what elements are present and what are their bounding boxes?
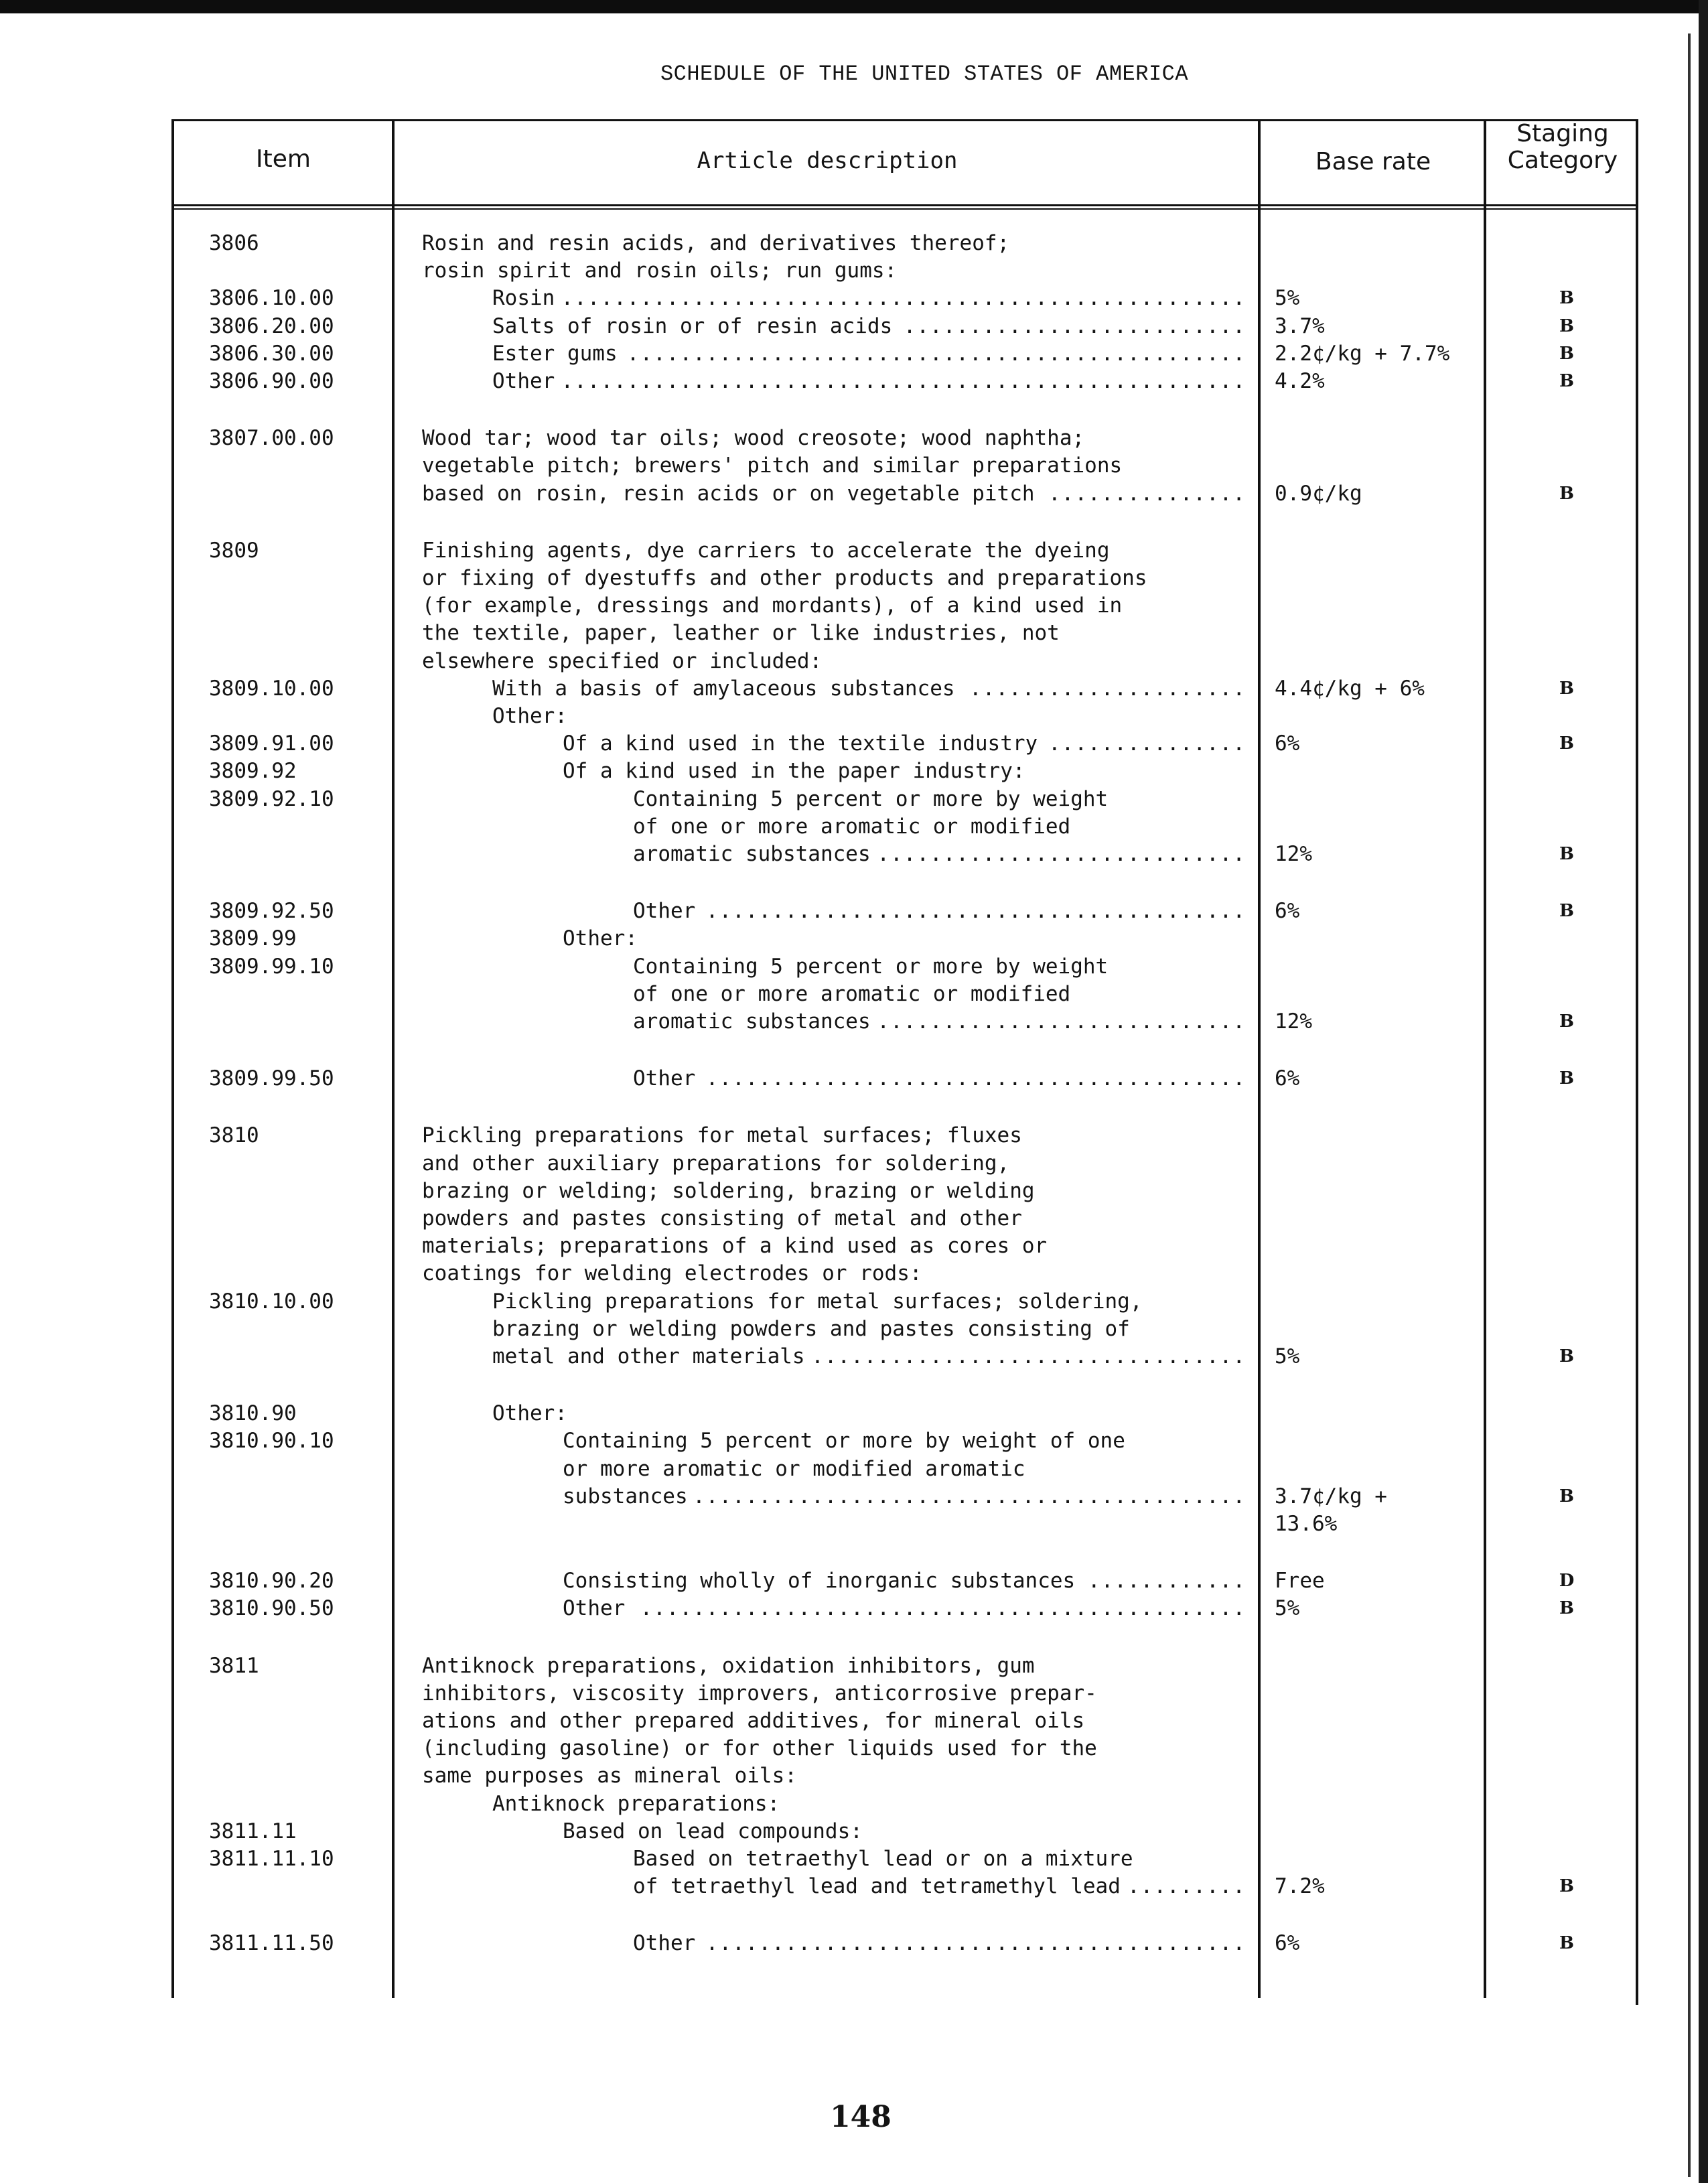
table-row [0,1259,1708,1287]
base-rate: 3.7% [1275,314,1325,338]
table-row [0,840,1708,868]
item-code: 3809.99.50 [209,1066,334,1090]
article-description: inhibitors, viscosity improvers, anticorrosive prepar- [422,1681,1097,1705]
dot-leader: .......................... [903,314,1246,338]
staging-category: B [1559,901,1574,921]
article-description: With a basis of amylaceous substances [492,677,955,701]
article-description: vegetable pitch; brewers' pitch and similar preparations [422,453,1123,478]
article-description: powders and pastes consisting of metal and other [422,1206,1022,1230]
table-row [0,537,1708,565]
item-code: 3809.92 [209,759,297,783]
table-row [0,424,1708,452]
article-description: Antiknock preparations: [492,1792,780,1816]
table-row [0,619,1708,647]
item-code: 3806.20.00 [209,314,334,338]
table-row [0,813,1708,841]
dot-leader: ............... [1048,482,1246,506]
table-row [0,1149,1708,1178]
base-rate: 2.2¢/kg + 7.7% [1275,342,1450,366]
base-rate: 5% [1275,1596,1300,1620]
article-description: aromatic substances [633,842,871,866]
staging-category: B [1559,1346,1574,1366]
article-description: or fixing of dyestuffs and other products and preparations [422,566,1147,590]
dot-leader: ......................................... [705,899,1246,923]
item-code: 3806.90.00 [209,369,334,393]
base-rate: 6% [1275,731,1300,756]
article-description: brazing or welding powders and pastes consisting of [492,1317,1130,1341]
table-row [0,729,1708,758]
article-description: coatings for welding electrodes or rods: [422,1261,922,1285]
article-description: Other [633,899,696,923]
article-description: Of a kind used in the paper industry: [563,759,1025,783]
base-rate: 5% [1275,286,1300,310]
page-title: SCHEDULE OF THE UNITED STATES OF AMERICA [660,62,1189,86]
article-description: Antiknock preparations, oxidation inhibitors, gum [422,1654,1035,1678]
table-row [0,564,1708,592]
column-header-base-rate: Base rate [1315,148,1431,175]
dot-leader: ............... [1048,731,1246,756]
table-row [0,1342,1708,1370]
article-description: Pickling preparations for metal surfaces; fluxes [422,1123,1022,1147]
article-description: Other [492,369,555,393]
item-code: 3807.00.00 [209,426,334,450]
dot-leader: .................................................... [561,286,1246,310]
column-header-staging-category [1486,121,1640,173]
table-row [0,1455,1708,1483]
column-header-description: Article description [697,147,958,174]
table-row [0,312,1708,340]
staging-category: B [1559,344,1574,364]
base-rate: 13.6% [1275,1512,1338,1536]
table-row [0,1482,1708,1510]
table-row [0,340,1708,368]
table-row [0,1232,1708,1260]
staging-category: B [1559,1486,1574,1506]
table-row [0,284,1708,312]
dot-leader: ............................ [877,842,1246,866]
item-code: 3811.11.50 [209,1931,334,1955]
item-code: 3810.90.20 [209,1569,334,1593]
base-rate: 0.9¢/kg [1275,482,1362,506]
article-description: materials; preparations of a kind used as cores or [422,1234,1048,1258]
item-code: 3810.90 [209,1401,297,1425]
article-description: Containing 5 percent or more by weight [633,787,1109,811]
table-row [0,1064,1708,1093]
staging-category: B [1559,316,1574,336]
article-description: Pickling preparations for metal surfaces; soldering, [492,1289,1143,1314]
article-description: Consisting wholly of inorganic substances [563,1569,1076,1593]
article-description: Of a kind used in the textile industry [563,731,1038,756]
staging-category: B [1559,1876,1574,1896]
article-description: Other [563,1596,626,1620]
article-description: rosin spirit and rosin oils; run gums: [422,259,898,283]
table-row [0,1510,1708,1538]
staging-category: B [1559,484,1574,504]
article-description: ations and other prepared additives, for mineral oils [422,1709,1085,1733]
item-code: 3806 [209,231,259,255]
article-description: (including gasoline) or for other liquids used for the [422,1736,1097,1760]
article-description: Based on lead compounds: [563,1819,863,1843]
item-code: 3809.99.10 [209,955,334,979]
staging-category: B [1559,288,1574,308]
item-code: 3806.10.00 [209,286,334,310]
table-row [0,257,1708,285]
table-row [0,675,1708,703]
page-number: 148 [830,2100,892,2134]
table-row [0,1762,1708,1790]
article-description: Rosin [492,286,555,310]
dot-leader: .................................................... [561,369,1246,393]
table-row [0,1872,1708,1900]
article-description: (for example, dressings and mordants), of a kind used in [422,593,1123,618]
table-row [0,702,1708,730]
table-row [0,1790,1708,1818]
article-description: metal and other materials [492,1344,805,1368]
article-description: Containing 5 percent or more by weight [633,955,1109,979]
article-description: same purposes as mineral oils: [422,1764,797,1788]
dot-leader: .......................................... [693,1484,1246,1508]
item-code: 3809.92.50 [209,899,334,923]
dot-leader: ............................................... [626,342,1246,366]
table-row [0,451,1708,480]
table-row [0,1679,1708,1707]
table-row [0,1287,1708,1316]
item-code: 3810.10.00 [209,1289,334,1314]
item-code: 3809.10.00 [209,677,334,701]
base-rate: 6% [1275,899,1300,923]
table-row [0,1652,1708,1680]
staging-category: B [1559,371,1574,391]
item-code: 3811.11.10 [209,1847,334,1871]
dot-leader: ......... [1127,1874,1246,1898]
table-row [0,953,1708,981]
table-row [0,1707,1708,1735]
table-row [0,1204,1708,1233]
article-description: brazing or welding; soldering, brazing or welding [422,1179,1035,1203]
table-row [0,1817,1708,1845]
article-description: Ester gums [492,342,618,366]
item-code: 3809.91.00 [209,731,334,756]
article-description: substances [563,1484,688,1508]
dot-leader: ..................... [969,677,1246,701]
item-code: 3806.30.00 [209,342,334,366]
base-rate: 5% [1275,1344,1300,1368]
staging-header-line-2: Category [1507,146,1618,174]
table-row [0,757,1708,785]
item-code: 3810.90.10 [209,1429,334,1453]
staging-category: D [1559,1571,1575,1591]
table-row [0,229,1708,257]
staging-category: B [1559,1598,1574,1618]
article-description: and other auxiliary preparations for soldering, [422,1151,1010,1176]
table-row [0,367,1708,395]
article-description: Finishing agents, dye carriers to accelerate the dyeing [422,539,1110,563]
dot-leader: ............ [1088,1569,1246,1593]
item-code: 3811.11 [209,1819,297,1843]
item-code: 3809 [209,539,259,563]
dot-leader: .............................................. [640,1596,1246,1620]
table-row [0,1594,1708,1622]
article-description: Wood tar; wood tar oils; wood creosote; wood naphtha; [422,426,1085,450]
table-row [0,1315,1708,1343]
article-description: Rosin and resin acids, and derivatives thereof; [422,231,1010,255]
article-description: of one or more aromatic or modified [633,815,1071,839]
table-row [0,1734,1708,1762]
article-description: Other: [563,926,638,950]
item-code: 3809.99 [209,926,297,950]
table-row [0,980,1708,1008]
table-row [0,1567,1708,1595]
staging-header-line-1: Staging [1516,120,1609,147]
staging-category: B [1559,679,1574,699]
article-description: Other [633,1931,696,1955]
base-rate: 6% [1275,1931,1300,1955]
article-description: the textile, paper, leather or like industries, not [422,621,1060,645]
table-row [0,1399,1708,1427]
table-row [0,785,1708,813]
table-row [0,924,1708,953]
article-description: Other: [492,1401,567,1425]
staging-category: B [1559,1011,1574,1032]
item-code: 3809.92.10 [209,787,334,811]
table-row [0,1121,1708,1149]
base-rate: 4.2% [1275,369,1325,393]
base-rate: 12% [1275,842,1312,866]
base-rate: 7.2% [1275,1874,1325,1898]
dot-leader: ............................ [877,1009,1246,1034]
article-description: Other [633,1066,696,1090]
table-row [0,1427,1708,1455]
scan-top-edge [0,0,1708,13]
table-row [0,480,1708,508]
staging-category: B [1559,1068,1574,1088]
base-rate: 6% [1275,1066,1300,1090]
base-rate: 12% [1275,1009,1312,1034]
article-description: Salts of rosin or of resin acids [492,314,893,338]
staging-category: B [1559,733,1574,754]
table-row [0,591,1708,620]
table-row [0,1845,1708,1873]
staging-category: B [1559,844,1574,864]
table-row [0,897,1708,925]
base-rate: 3.7¢/kg + [1275,1484,1387,1508]
article-description: based on rosin, resin acids or on vegetable pitch [422,482,1035,506]
dot-leader: ......................................... [705,1931,1246,1955]
table-row [0,1007,1708,1036]
article-description: aromatic substances [633,1009,871,1034]
article-description: Other: [492,704,567,728]
article-description: of tetraethyl lead and tetramethyl lead [633,1874,1121,1898]
table-row [0,1929,1708,1957]
item-code: 3810.90.50 [209,1596,334,1620]
column-header-item: Item [256,145,311,173]
article-description: Containing 5 percent or more by weight of one [563,1429,1125,1453]
article-description: Based on tetraethyl lead or on a mixture [633,1847,1133,1871]
staging-category: B [1559,1933,1574,1953]
dot-leader: ................................. [811,1344,1246,1368]
base-rate: 4.4¢/kg + 6% [1275,677,1425,701]
dot-leader: ......................................... [705,1066,1246,1090]
article-description: or more aromatic or modified aromatic [563,1457,1025,1481]
article-description: of one or more aromatic or modified [633,982,1071,1006]
article-description: elsewhere specified or included: [422,649,823,673]
base-rate: Free [1275,1569,1325,1593]
table-row [0,1177,1708,1205]
table-row [0,647,1708,675]
item-code: 3810 [209,1123,259,1147]
item-code: 3811 [209,1654,259,1678]
